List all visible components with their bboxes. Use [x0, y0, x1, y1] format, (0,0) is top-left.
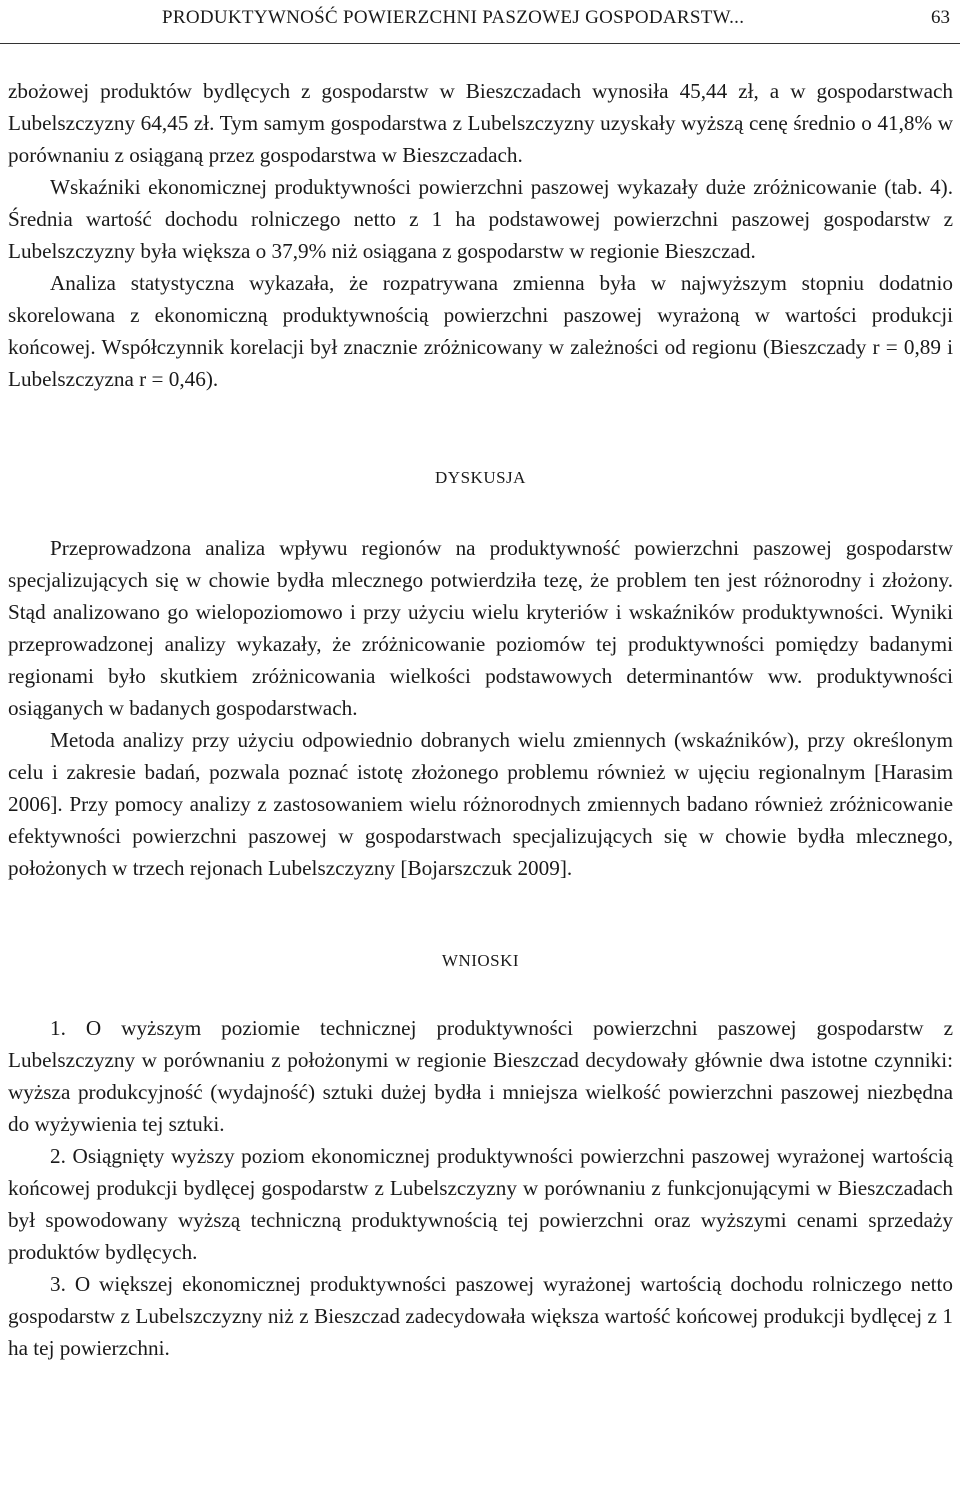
conclusion-item: 1. O wyższym poziomie technicznej produktywności powierzchni paszowej gospodarstw z Lubelszczyzny w porównaniu z położonymi w regionie Bieszczad decydowały głównie dwa istotne czynniki: wyższa produkcyjność (wydajność) sztuki dużej bydła i mniejsza wielkość powierzchni paszowej niezbędna do wyżywienia tej sztuki. — [8, 1016, 953, 1136]
conclusion-item: 2. Osiągnięty wyższy poziom ekonomicznej produktywności powierzchni paszowej wyrażonej wartością końcowej produkcji bydlęcej gospodarstw z Lubelszczyzny w porównaniu z funkcjonującymi w Bieszczadach był spowodowany wyższą techniczną produktywnością tej powierzchni oraz wyższymi cenami sprzedaży produktów bydlęcych. — [8, 1144, 953, 1264]
dyskusja-paragraph: Przeprowadzona analiza wpływu regionów na produktywność powierzchni paszowej gospodarstw specjalizujących się w chowie bydła mlecznego potwierdziła tezę, że problem ten jest różnorodny i złożony. Stąd analizowano go wielopoziomowo i przy użyciu wielu kryteriów i wskaźników produktywności. Wyniki przeprowadzonej analizy wykazały, że zróżnicowanie poziomów tej produktywności pomiędzy badanymi regionami było skutkiem zróżnicowania wielkości podstawowych determinantów ww. produktywności osiąganych w badanych gospodarstwach. — [8, 536, 953, 720]
main-content — [8, 75, 953, 1364]
running-header — [0, 0, 960, 44]
body-paragraph: Wskaźniki ekonomicznej produktywności powierzchni paszowej wykazały duże zróżnicowanie (tab. 4). Średnia wartość dochodu rolniczego netto z 1 ha podstawowej powierzchni paszowej gospodarstw z Lubelszczyzny była większa o 37,9% niż osiągana z gospodarstw w regionie Bieszczad. — [8, 175, 953, 263]
dyskusja-paragraph: Metoda analizy przy użyciu odpowiednio dobranych wielu zmiennych (wskaźników), przy określonym celu i zakresie badań, pozwala poznać istotę złożonego problemu również w ujęciu regionalnym [Harasim 2006]. Przy pomocy analizy z zastosowaniem wielu różnorodnych zmiennych badano również zróżnicowanie efektywności powierzchni paszowej w gospodarstwach specjalizujących się w chowie bydła mlecznego, położonych w trzech rejonach Lubelszczyzny [Bojarszczuk 2009]. — [8, 728, 953, 880]
conclusion-item: 3. O większej ekonomicznej produktywności paszowej wyrażonej wartością dochodu rolniczego netto gospodarstw z Lubelszczyzny niż z Bieszczad zadecydowała większa wartość końcowej produkcji bydlęcej z 1 ha tej powierzchni. — [8, 1272, 953, 1360]
section-heading-wnioski: WNIOSKI — [441, 951, 520, 970]
page-number: 63 — [931, 7, 950, 28]
body-paragraph: zbożowej produktów bydlęcych z gospodarstw w Bieszczadach wynosiła 45,44 zł, a w gospodarstwach Lubelszczyzny 64,45 zł. Tym samym gospodarstwa z Lubelszczyzny uzyskały wyższą cenę średnio o 41,8% w porównaniu z osiąganą przez gospodarstwa w Bieszczadach. — [8, 79, 953, 167]
section-heading-dyskusja: DYSKUSJA — [435, 468, 526, 487]
running-title: PRODUKTYWNOŚĆ POWIERZCHNI PASZOWEJ GOSPODARSTW... — [162, 7, 745, 28]
body-paragraph: Analiza statystyczna wykazała, że rozpatrywana zmienna była w najwyższym stopniu dodatnio skorelowana z ekonomiczną produktywnością powierzchni paszowej wyrażoną w wartości produkcji końcowej. Współczynnik korelacji był znacznie zróżnicowany w zależności od regionu (Bieszczady r = 0,89 i Lubelszczyzna r = 0,46). — [8, 271, 953, 391]
